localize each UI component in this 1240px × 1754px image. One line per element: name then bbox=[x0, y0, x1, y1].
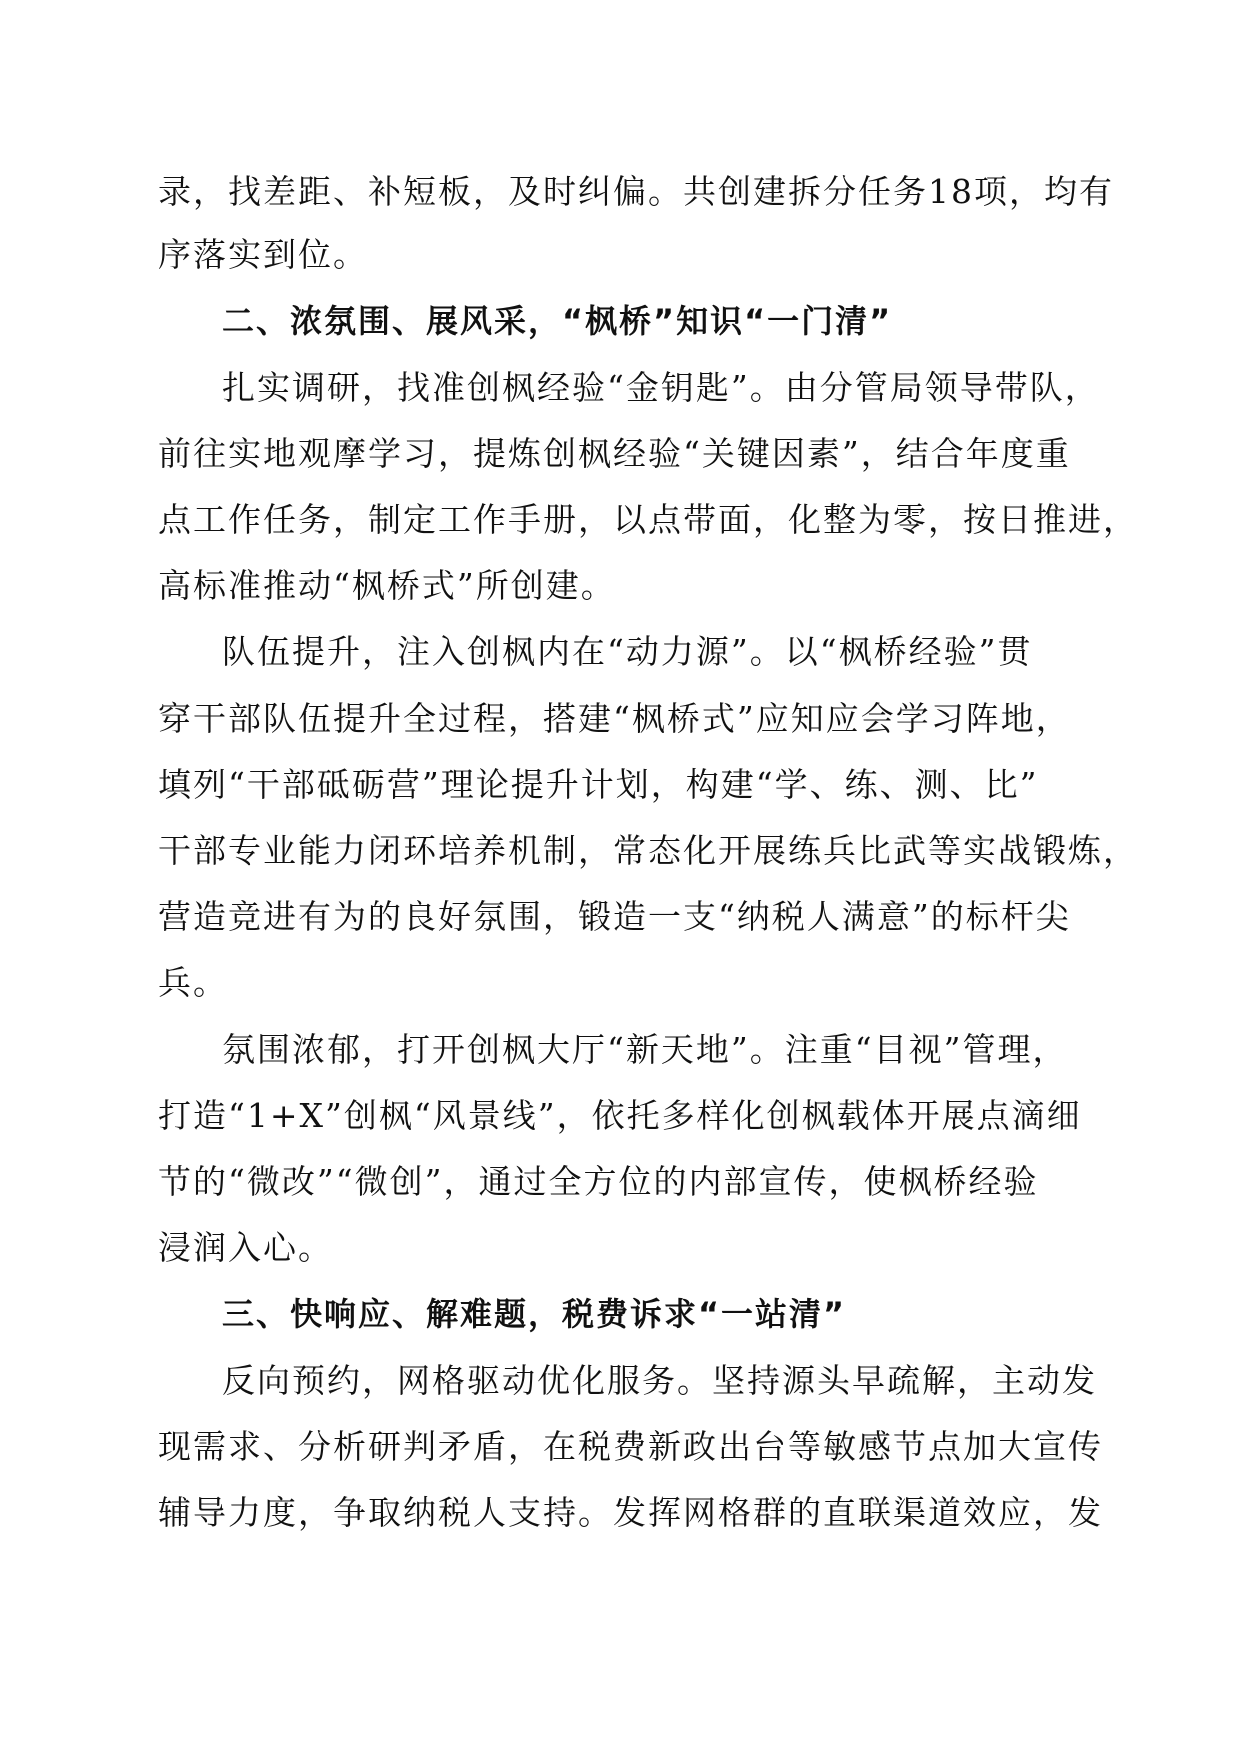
paragraph-line: 干部专业能力闭环培养机制，常态化开展练兵比武等实战锻炼， bbox=[158, 831, 1138, 870]
paragraph-line: 穿干部队伍提升全过程，搭建“枫桥式”应知应会学习阵地， bbox=[158, 699, 1071, 738]
paragraph-line: 队伍提升，注入创枫内在“动力源”。以“枫桥经验”贯 bbox=[222, 632, 1033, 671]
paragraph-line: 营造竞进有为的良好氛围，锻造一支“纳税人满意”的标杆尖 bbox=[158, 897, 1071, 936]
paragraph-line: 氛围浓郁，打开创枫大厅“新天地”。注重“目视”管理， bbox=[222, 1030, 1068, 1069]
paragraph-line: 扎实调研，找准创枫经验“金钥匙”。由分管局领导带队， bbox=[222, 368, 1100, 407]
paragraph-line: 兵。 bbox=[158, 963, 228, 1002]
paragraph-line: 反向预约，网格驱动优化服务。坚持源头早疏解，主动发 bbox=[222, 1361, 1097, 1400]
paragraph-line: 节的“微改”“微创”，通过全方位的内部宣传，使枫桥经验 bbox=[158, 1162, 1039, 1201]
paragraph-line: 填列“干部砥砺营”理论提升计划，构建“学、练、测、比” bbox=[158, 765, 1039, 804]
section-heading-2: 二、浓氛围、展风采，“枫桥”知识“一门清” bbox=[222, 302, 893, 340]
paragraph-line: 辅导力度，争取纳税人支持。发挥网格群的直联渠道效应，发 bbox=[158, 1493, 1103, 1532]
paragraph-line: 前往实地观摩学习，提炼创枫经验“关键因素”，结合年度重 bbox=[158, 434, 1071, 473]
paragraph-line: 录，找差距、补短板，及时纠偏。共创建拆分任务18项，均有 bbox=[158, 172, 1114, 211]
section-heading-3: 三、快响应、解难题，税费诉求“一站清” bbox=[222, 1295, 847, 1333]
paragraph-line: 高标准推动“枫桥式”所创建。 bbox=[158, 566, 616, 605]
paragraph-line: 点工作任务，制定工作手册，以点带面，化整为零，按日推进， bbox=[158, 500, 1138, 539]
paragraph-line: 浸润入心。 bbox=[158, 1228, 333, 1267]
paragraph-line: 序落实到位。 bbox=[158, 235, 368, 274]
paragraph-line: 现需求、分析研判矛盾，在税费新政出台等敏感节点加大宣传 bbox=[158, 1427, 1103, 1466]
paragraph-line: 打造“1+X”创枫“风景线”，依托多样化创枫载体开展点滴细 bbox=[158, 1096, 1082, 1135]
